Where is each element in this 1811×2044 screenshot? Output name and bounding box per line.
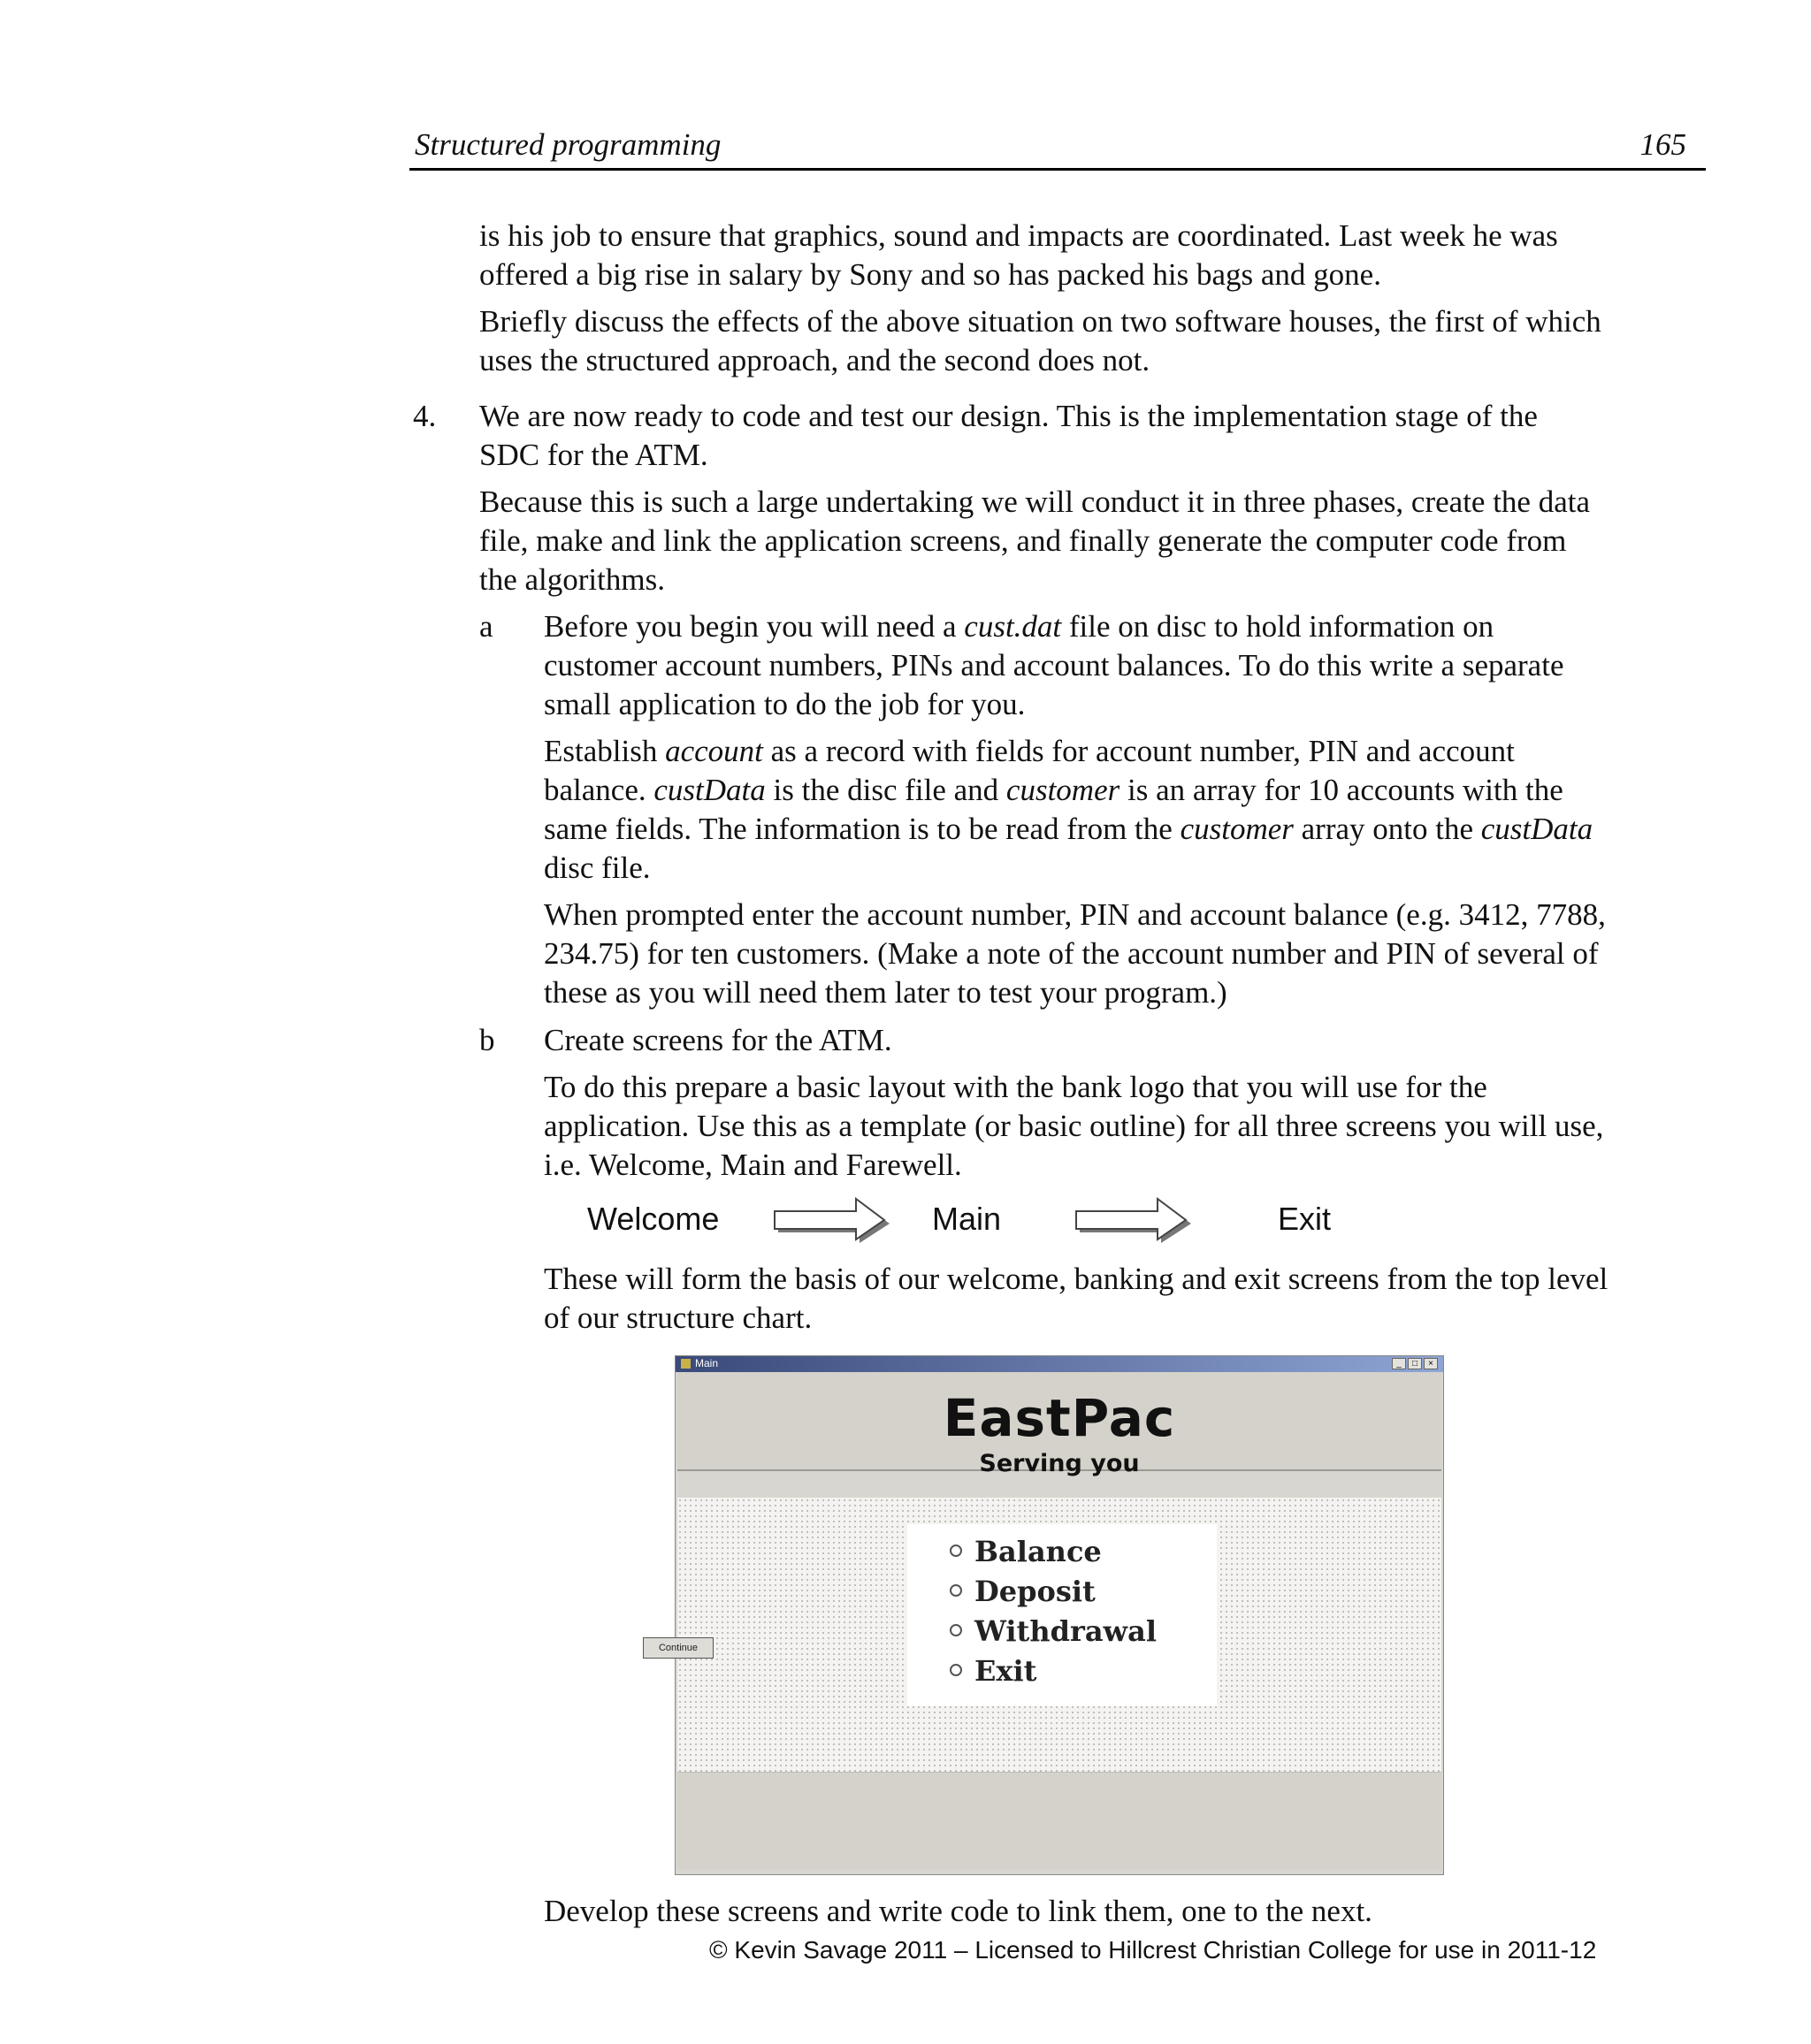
part-b-paragraph-4: Develop these screens and write code to link them, one to the next. — [544, 1894, 1372, 1928]
flow-arrow-1-icon — [771, 1194, 895, 1247]
flow-arrow-2-icon — [1073, 1194, 1196, 1247]
flow-label-exit: Exit — [1278, 1201, 1332, 1237]
maximize-icon[interactable]: □ — [1408, 1358, 1422, 1369]
part-b-marker: b — [479, 1023, 495, 1057]
part-b-paragraph-3: These will form the basis of our welcome, banking and exit screens from the top level of our structure chart. — [544, 1262, 1609, 1335]
atm-main-screen — [675, 1355, 1444, 1875]
page-number: 165 — [1639, 127, 1686, 162]
option-exit[interactable]: Exit — [950, 1654, 1036, 1688]
running-title: Structured programming — [415, 127, 722, 162]
window-titlebar — [676, 1356, 1443, 1372]
transaction-options — [907, 1524, 1217, 1706]
continue-button[interactable]: Continue — [643, 1637, 714, 1659]
window-title: Main — [695, 1357, 719, 1369]
page-header — [409, 124, 1706, 171]
options-area — [677, 1498, 1441, 1772]
minimize-icon[interactable]: _ — [1392, 1358, 1406, 1369]
part-a-paragraph-2: Establish account as a record with fields for account number, PIN and account balance. custData is the disc file and customer is an array for 10 accounts with the same fields. The information is to be read from the customer array onto the custData disc file. — [544, 734, 1593, 885]
option-withdrawal[interactable]: Withdrawal — [950, 1614, 1157, 1648]
part-b-paragraph-1: Create screens for the ATM. — [544, 1023, 892, 1057]
option-deposit[interactable]: Deposit — [950, 1575, 1096, 1608]
radio-icon[interactable] — [950, 1544, 962, 1557]
app-icon — [681, 1359, 691, 1369]
screen-flow-diagram — [0, 1194, 1811, 1247]
intro-paragraph-2: Briefly discuss the effects of the above situation on two software houses, the first of which uses the structured approach, and the second does not. — [479, 304, 1601, 378]
radio-icon[interactable] — [950, 1584, 962, 1597]
window-controls — [1392, 1358, 1438, 1370]
radio-icon[interactable] — [950, 1664, 962, 1676]
q4-paragraph-1: We are now ready to code and test our design. This is the implementation stage of the SDC for the ATM. — [479, 399, 1538, 472]
option-balance[interactable]: Balance — [950, 1535, 1102, 1568]
part-a-paragraph-1: Before you begin you will need a cust.dat file on disc to hold information on customer account numbers, PINs and account balances. To do this write a separate small application to do the job for you. — [544, 609, 1564, 721]
part-b-paragraph-2: To do this prepare a basic layout with the bank logo that you will use for the application. Use this as a template (or basic outline) for all three screens you will use, i.e. Welcome, Main and Farewell. — [544, 1070, 1604, 1182]
bank-logo: EastPac — [943, 1388, 1176, 1448]
bank-tagline: Serving you — [979, 1450, 1140, 1477]
copyright-footer: © Kevin Savage 2011 – Licensed to Hillcrest Christian College for use in 2011-12 — [709, 1936, 1597, 1964]
close-icon[interactable]: × — [1424, 1358, 1438, 1369]
q4-paragraph-2: Because this is such a large undertaking we will conduct it in three phases, create the data file, make and link the application screens, and finally generate the computer code from the algorithms. — [479, 484, 1591, 597]
radio-icon[interactable] — [950, 1624, 962, 1636]
bank-banner — [677, 1372, 1441, 1477]
part-a-paragraph-3: When prompted enter the account number, PIN and account balance (e.g. 3412, 7788, 234.75) for ten customers. (Make a note of the account number and PIN of several of these as you will need them later to test your program.) — [544, 897, 1606, 1010]
flow-label-main: Main — [932, 1201, 1002, 1237]
intro-paragraph-1: is his job to ensure that graphics, sound and impacts are coordinated. Last week he was offered a big rise in salary by Sony and so has packed his bags and gone. — [479, 218, 1558, 292]
screen-footer-area — [677, 1772, 1441, 1870]
question-number: 4. — [413, 399, 437, 433]
part-a-marker: a — [479, 609, 493, 644]
flow-label-welcome: Welcome — [587, 1201, 720, 1237]
